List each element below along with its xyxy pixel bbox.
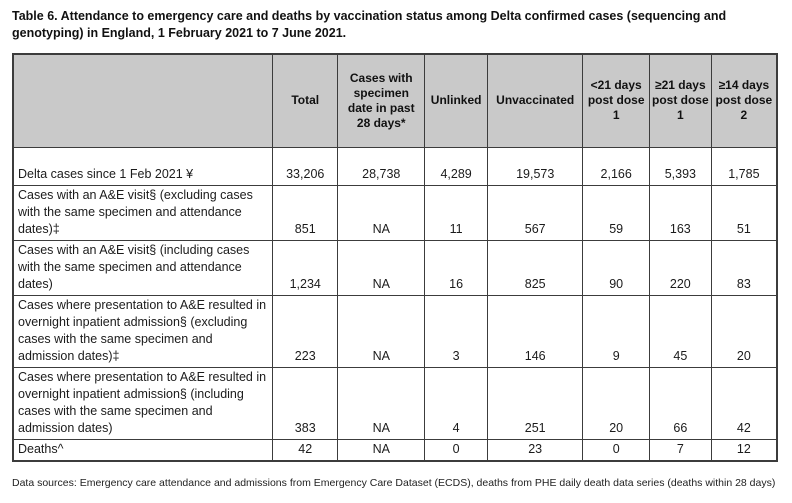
value-cell: 146	[487, 296, 583, 368]
col-header-unvaccinated: Unvaccinated	[487, 54, 583, 148]
row-label: Cases with an A&E visit§ (including cases with the same specimen and attendance dates)	[13, 241, 273, 296]
value-cell: 4	[425, 368, 488, 440]
value-cell: 66	[649, 368, 711, 440]
value-cell: 251	[487, 368, 583, 440]
value-cell: 2,166	[583, 148, 649, 186]
row-label: Cases with an A&E visit§ (excluding cases with the same specimen and attendance dates)‡	[13, 186, 273, 241]
value-cell: 1,785	[711, 148, 777, 186]
value-cell: 19,573	[487, 148, 583, 186]
value-cell: 851	[273, 186, 338, 241]
value-cell: 23	[487, 440, 583, 462]
value-cell: 51	[711, 186, 777, 241]
value-cell: 0	[583, 440, 649, 462]
col-header-unlinked: Unlinked	[425, 54, 488, 148]
col-header-specimen-28-days: Cases with specimen date in past 28 days*	[338, 54, 425, 148]
value-cell: 7	[649, 440, 711, 462]
col-header-row-label	[13, 54, 273, 148]
table-row-delta-cases	[13, 148, 777, 186]
table-row-admission-including	[13, 368, 777, 440]
row-label: Cases where presentation to A&E resulted in overnight inpatient admission§ (including cases with the same specimen and admission dates)	[13, 368, 273, 440]
value-cell: 83	[711, 241, 777, 296]
col-header-ge14-days-dose2: ≥14 days post dose 2	[711, 54, 777, 148]
row-label: Cases where presentation to A&E resulted in overnight inpatient admission§ (excluding cases with the same specimen and admission dates)‡	[13, 296, 273, 368]
value-cell: 223	[273, 296, 338, 368]
table-body	[13, 148, 777, 462]
table-row-deaths	[13, 440, 777, 462]
value-cell: NA	[338, 296, 425, 368]
data-sources-note: Data sources: Emergency care attendance and admissions from Emergency Care Dataset (ECDS), deaths from PHE daily death data series (deaths within 28 days)	[12, 477, 776, 489]
value-cell: NA	[338, 241, 425, 296]
table-header	[13, 54, 777, 148]
value-cell: 1,234	[273, 241, 338, 296]
value-cell: 45	[649, 296, 711, 368]
value-cell: 59	[583, 186, 649, 241]
value-cell: 220	[649, 241, 711, 296]
value-cell: 42	[711, 368, 777, 440]
value-cell: 825	[487, 241, 583, 296]
row-label: Deaths^	[13, 440, 273, 462]
value-cell: 20	[583, 368, 649, 440]
col-header-ge21-days-dose1: ≥21 days post dose 1	[649, 54, 711, 148]
value-cell: 12	[711, 440, 777, 462]
table-row-admission-excluding	[13, 296, 777, 368]
table-row-ae-visit-excluding	[13, 186, 777, 241]
value-cell: 3	[425, 296, 488, 368]
value-cell: 383	[273, 368, 338, 440]
row-label: Delta cases since 1 Feb 2021 ¥	[13, 148, 273, 186]
table-title: Table 6. Attendance to emergency care and deaths by vaccination status among Delta confirmed cases (sequencing and genotyping) in England, 1 February 2021 to 7 June 2021.	[12, 9, 727, 41]
value-cell: 28,738	[338, 148, 425, 186]
value-cell: NA	[338, 368, 425, 440]
value-cell: 4,289	[425, 148, 488, 186]
value-cell: 20	[711, 296, 777, 368]
attendance-deaths-table	[12, 53, 778, 463]
value-cell: NA	[338, 186, 425, 241]
header-row	[13, 54, 777, 148]
value-cell: 42	[273, 440, 338, 462]
value-cell: 163	[649, 186, 711, 241]
value-cell: 11	[425, 186, 488, 241]
value-cell: 16	[425, 241, 488, 296]
value-cell: 5,393	[649, 148, 711, 186]
col-header-lt21-days-dose1: <21 days post dose 1	[583, 54, 649, 148]
col-header-total: Total	[273, 54, 338, 148]
value-cell: 0	[425, 440, 488, 462]
value-cell: NA	[338, 440, 425, 462]
value-cell: 567	[487, 186, 583, 241]
value-cell: 9	[583, 296, 649, 368]
value-cell: 33,206	[273, 148, 338, 186]
table-row-ae-visit-including	[13, 241, 777, 296]
value-cell: 90	[583, 241, 649, 296]
